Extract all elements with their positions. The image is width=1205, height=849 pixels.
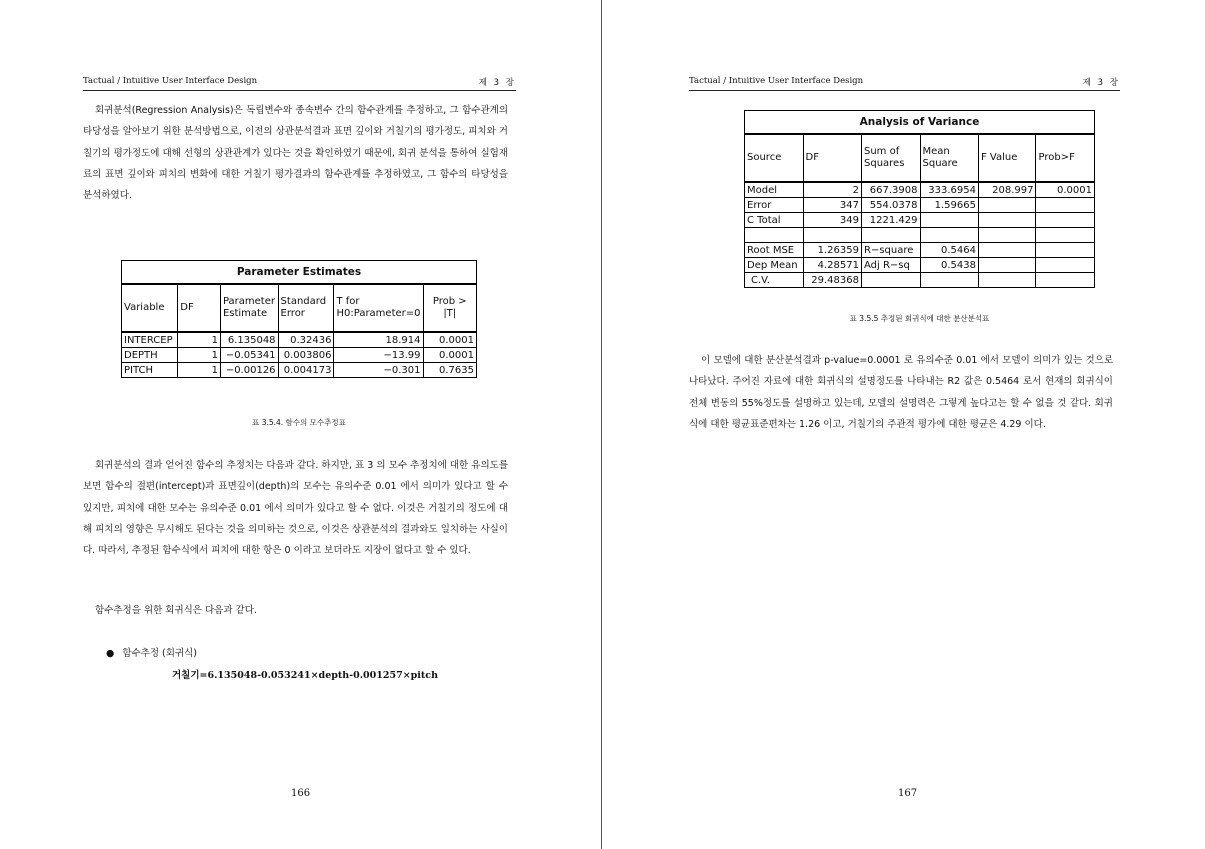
cell: 347 (803, 198, 862, 213)
table-row (122, 363, 477, 378)
cell: C.V. (745, 273, 804, 288)
cell: 1 (178, 348, 221, 363)
parameter-estimates-table (121, 260, 477, 378)
cell: 208.997 (979, 182, 1036, 198)
cell: Adj R−sq (862, 258, 921, 273)
cell: 1 (178, 363, 221, 378)
cell: Dep Mean (745, 258, 804, 273)
table-title: Analysis of Variance (745, 111, 1095, 135)
column-header: T for H0:Parameter=0 (334, 284, 423, 332)
table-row (745, 198, 1095, 213)
cell: Error (745, 198, 804, 213)
book-spine (601, 0, 602, 849)
left-page (0, 0, 601, 849)
table-row (745, 243, 1095, 258)
body-paragraph: 회귀분석의 결과 얻어진 함수의 추정치는 다음과 같다. 하지만, 표 3 의 모수 추정치에 대한 유의도를 보면 함수의 절편(intercept)과 표면깊이(depth)의 모수는 유의수준 0.01 에서 의미가 있다고 할 수 있지만, 피치에 대한 모수는 유의수준 0.01 에서 의미가 있다고 할 수 없다. 이것은 거칠기의 정도에 대해 피치의 영향은 무시해도 된다는 것을 의미하는 것으로, 이것은 상관분석의 결과와도 일치하는 사실이다. 따라서, 추정된 함수식에서 피치에 대한 항은 0 이라고 보더라도 지장이 없다고 할 수 있다. (83, 460, 508, 557)
table-row (745, 258, 1095, 273)
column-header: Mean Square (920, 134, 979, 182)
cell: 1.59665 (920, 198, 979, 213)
cell: 0.003806 (278, 348, 334, 363)
cell: Root MSE (745, 243, 804, 258)
cell (862, 273, 921, 288)
table-title: Parameter Estimates (122, 261, 477, 285)
cell (920, 273, 979, 288)
column-header: F Value (979, 134, 1036, 182)
cell (1036, 213, 1095, 228)
column-header: Prob > |T| (423, 284, 477, 332)
cell (979, 198, 1036, 213)
table-caption: 표 3.5.4. 함수의 모수추정표 (252, 418, 346, 427)
running-header (689, 76, 1120, 91)
cell (1036, 198, 1095, 213)
cell: PITCH (122, 363, 178, 378)
spacer-row (745, 228, 1095, 243)
bullet-label: 함수추정 (회귀식) (122, 648, 197, 659)
cell: 0.5464 (920, 243, 979, 258)
table-row (122, 332, 477, 348)
cell: 29.48368 (803, 273, 862, 288)
column-header: Sum of Squares (862, 134, 921, 182)
table-caption: 표 3.5.5 추정된 회귀식에 대한 분산분석표 (849, 314, 990, 323)
cell: Model (745, 182, 804, 198)
cell: 6.135048 (220, 332, 278, 348)
cell: 1.26359 (803, 243, 862, 258)
cell: 18.914 (334, 332, 423, 348)
cell: 2 (803, 182, 862, 198)
header-title: Tactual / Intuitive User Interface Design (689, 76, 864, 86)
cell: C Total (745, 213, 804, 228)
cell: 0.004173 (278, 363, 334, 378)
cell: 0.5438 (920, 258, 979, 273)
intro-paragraph: 회귀분석(Regression Analysis)은 독립변수와 종속변수 간의 함수관계를 추정하고, 그 함수관계의 타당성을 알아보기 위한 분석방법으로, 이전의 상관분석결과 표면 깊이와 거칠기의 평가정도, 피치와 거칠기의 평가정도에 대해 선형의 상관관계가 있다는 것을 확인하였기 때문에, 회귀 분석을 통하여 실험재료의 표면 깊이와 피치의 변화에 대한 거칠기 평가결과의 함수관계를 추정하였고, 그 함수의 타당성을 분석하였다. (83, 105, 508, 202)
anova-table (744, 110, 1095, 288)
column-header: Parameter Estimate (220, 284, 278, 332)
column-header: Variable (122, 284, 178, 332)
cell: 1221.429 (862, 213, 921, 228)
cell: −0.301 (334, 363, 423, 378)
column-header: DF (178, 284, 221, 332)
right-page (603, 0, 1205, 849)
column-header: Source (745, 134, 804, 182)
running-header (83, 76, 516, 91)
column-header: Prob>F (1036, 134, 1095, 182)
page-number: 167 (898, 788, 918, 799)
table-row (122, 348, 477, 363)
anova-paragraph: 이 모델에 대한 분산분석결과 p-value=0.0001 로 유의수준 0.01 에서 모델이 의미가 있는 것으로 나타났다. 주어진 자료에 대한 회귀식의 설명정도를 나타내는 R2 값은 0.5464 로서 현재의 회귀식이 전체 변동의 55%정도를 설명하고 있는데, 모델의 설명력은 그렇게 높다고는 할 수 없을 것 같다. 회귀식에 대한 평균표준편차는 1.26 이고, 거칠기의 주관적 평가에 대한 평균은 4.29 이다. (689, 355, 1113, 430)
cell: 554.0378 (862, 198, 921, 213)
cell: 333.6954 (920, 182, 979, 198)
lead-sentence: 함수추정을 위한 회귀식은 다음과 같다. (95, 605, 257, 616)
column-header: DF (803, 134, 862, 182)
cell: 667.3908 (862, 182, 921, 198)
column-header: Standard Error (278, 284, 334, 332)
cell: −0.00126 (220, 363, 278, 378)
cell: 4.28571 (803, 258, 862, 273)
bullet-item (106, 645, 197, 659)
header-chapter: 제 3 장 (1082, 78, 1120, 88)
table-row (745, 213, 1095, 228)
cell: 349 (803, 213, 862, 228)
cell (920, 213, 979, 228)
table-row (745, 182, 1095, 198)
regression-formula: 거칠기=6.135048-0.053241×depth-0.001257×pitch (172, 670, 438, 681)
cell: −0.05341 (220, 348, 278, 363)
table-row (745, 273, 1095, 288)
cell: −13.99 (334, 348, 423, 363)
header-title: Tactual / Intuitive User Interface Design (83, 76, 258, 86)
cell: INTERCEP (122, 332, 178, 348)
cell (979, 213, 1036, 228)
bullet-dot-icon: ● (106, 648, 115, 659)
header-chapter: 제 3 장 (478, 78, 516, 88)
page-number: 166 (291, 788, 311, 799)
cell: 0.0001 (1036, 182, 1095, 198)
cell: R−square (862, 243, 921, 258)
cell: 0.32436 (278, 332, 334, 348)
cell: DEPTH (122, 348, 178, 363)
cell: 0.7635 (423, 363, 477, 378)
cell: 1 (178, 332, 221, 348)
cell: 0.0001 (423, 332, 477, 348)
cell: 0.0001 (423, 348, 477, 363)
